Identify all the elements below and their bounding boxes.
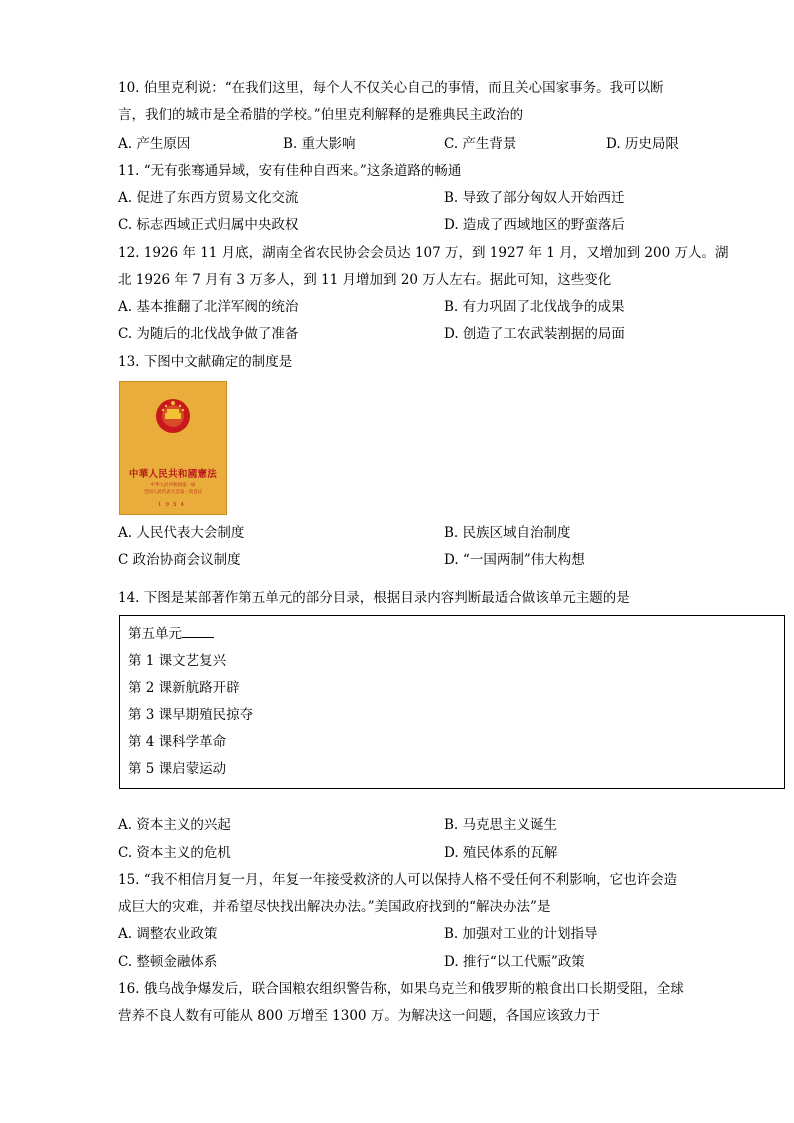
- q12-stem-line2: 北 1926 年 7 月有 3 万多人，到 11 月增加到 20 万人左右。据此可知，这些变化: [118, 272, 612, 288]
- q12-option-c: C. 为随后的北伐战争做了准备: [118, 326, 299, 342]
- unit-contents-box: [119, 615, 785, 789]
- q12-option-a: A. 基本推翻了北洋军阀的统治: [118, 299, 299, 315]
- q13-option-b: B. 民族区域自治制度: [444, 525, 571, 541]
- book-subtitle-line1: 中华人民共和国第一届: [150, 483, 196, 488]
- lesson-item-2: 第 2 课新航路开辟: [128, 680, 240, 696]
- lesson-item-4: 第 4 课科学革命: [128, 734, 227, 750]
- q10-option-d: D. 历史局限: [606, 136, 679, 152]
- q16-stem-line1: 16. 俄乌战争爆发后，联合国粮农组织警告称，如果乌克兰和俄罗斯的粮食出口长期受阻，全球: [118, 981, 684, 997]
- q13-option-a: A. 人民代表大会制度: [118, 525, 245, 541]
- unit-heading-text: 第五单元: [128, 626, 182, 642]
- constitution-book-image: [119, 381, 227, 515]
- q14-option-a: A. 资本主义的兴起: [118, 817, 231, 833]
- q12-stem-line1: 12. 1926 年 11 月底，湖南全省农民协会会员达 107 万，到 1927 年 1 月，又增加到 200 万人。湖: [118, 245, 729, 261]
- book-subtitle-line2: 全国人民代表大会第一次会议: [143, 490, 203, 495]
- q14-option-d: D. 殖民体系的瓦解: [444, 845, 558, 861]
- q10-option-b: B. 重大影响: [283, 136, 356, 152]
- q15-option-b: B. 加强对工业的计划指导: [444, 926, 598, 942]
- q11-stem-line1: 11. “无有张骞通异域，安有佳种自西来。”这条道路的畅通: [118, 163, 462, 179]
- unit-heading: [128, 624, 214, 644]
- q11-option-a: A. 促进了东西方贸易文化交流: [118, 190, 299, 206]
- q13-option-c: C 政治协商会议制度: [118, 552, 241, 568]
- book-year: 1954: [158, 502, 188, 508]
- q14-option-b: B. 马克思主义诞生: [444, 817, 558, 833]
- q15-stem-line2: 成巨大的灾难，并希望尽快找出解决办法。”美国政府找到的“解决办法”是: [118, 899, 551, 915]
- q10-stem-line1: 10. 伯里克利说：“在我们这里，每个人不仅关心自己的事情，而且关心国家事务。我可以断: [118, 80, 664, 96]
- q13-option-d: D. “一国两制”伟大构想: [444, 552, 585, 568]
- q13-stem-line1: 13. 下图中文献确定的制度是: [118, 354, 293, 370]
- q14-option-c: C. 资本主义的危机: [118, 845, 231, 861]
- lesson-item-3: 第 3 课早期殖民掠夺: [128, 707, 254, 723]
- q11-option-b: B. 导致了部分匈奴人开始西迁: [444, 190, 625, 206]
- unit-theme-blank: [182, 624, 214, 638]
- q15-option-c: C. 整顿金融体系: [118, 954, 218, 970]
- q12-option-b: B. 有力巩固了北伐战争的成果: [444, 299, 625, 315]
- lesson-item-1: 第 1 课文艺复兴: [128, 653, 227, 669]
- q16-stem-line2: 营养不良人数有可能从 800 万增至 1300 万。为解决这一问题，各国应该致力于: [118, 1008, 601, 1024]
- q10-option-c: C. 产生背景: [444, 136, 517, 152]
- q10-stem-line2: 言，我们的城市是全希腊的学校。”伯里克利解释的是雅典民主政治的: [118, 107, 524, 123]
- lesson-item-5: 第 5 课启蒙运动: [128, 761, 227, 777]
- book-title: 中華人民共和國憲法: [128, 469, 218, 480]
- q11-option-d: D. 造成了西域地区的野蛮落后: [444, 217, 625, 233]
- q11-option-c: C. 标志西域正式归属中央政权: [118, 217, 299, 233]
- q15-option-d: D. 推行“以工代赈”政策: [444, 954, 585, 970]
- q14-stem-line1: 14. 下图是某部著作第五单元的部分目录，根据目录内容判断最适合做该单元主题的是: [118, 590, 630, 606]
- q10-option-a: A. 产生原因: [118, 136, 191, 152]
- q15-stem-line1: 15. “我不相信月复一月，年复一年接受救济的人可以保持人格不受任何不利影响，它也许会造: [118, 872, 678, 888]
- q12-option-d: D. 创造了工农武装割据的局面: [444, 326, 625, 342]
- q15-option-a: A. 调整农业政策: [118, 926, 218, 942]
